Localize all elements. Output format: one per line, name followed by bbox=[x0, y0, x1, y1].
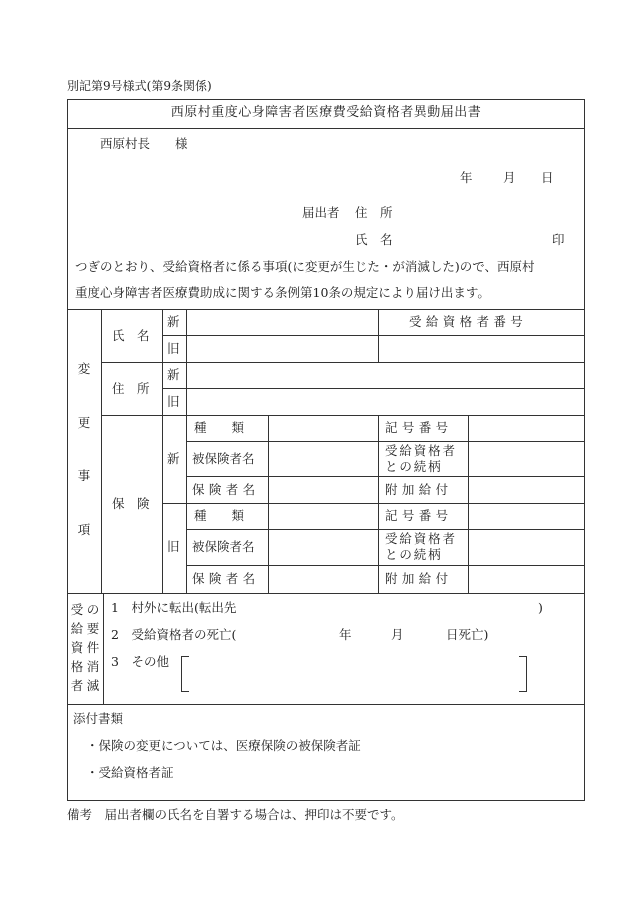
changes-label-divider bbox=[101, 309, 102, 593]
address-insurance-line bbox=[101, 415, 585, 416]
loss-col2-c1: の bbox=[86, 602, 100, 617]
loss-item3: 3 その他 bbox=[111, 654, 169, 669]
loss-item1-close: ) bbox=[538, 600, 543, 615]
ins-new-insurer-label: 保険者名 bbox=[192, 482, 260, 497]
applicant-name-label: 氏 名 bbox=[355, 232, 393, 247]
loss-col2-c5: 滅 bbox=[86, 678, 100, 693]
statement-line1: つぎのとおり、受給資格者に係る事項(に変更が生じた・が消滅した)ので、西原村 bbox=[75, 259, 535, 274]
applicant-label: 届出者 bbox=[302, 205, 340, 220]
ins-new-relation-label1: 受給資格者 bbox=[385, 443, 457, 458]
attachment-item-1: ・保険の変更については、医療保険の被保険者証 bbox=[86, 738, 361, 753]
address-new-marker: 新 bbox=[167, 367, 180, 382]
name-address-line bbox=[101, 362, 585, 363]
loss-col2-c3: 件 bbox=[86, 640, 100, 655]
loss-item2-month: 月 bbox=[391, 627, 404, 642]
ins-old-relation-label2: との続柄 bbox=[385, 547, 443, 562]
changes-label-char3: 事 bbox=[77, 468, 91, 483]
loss-col1-c1: 受 bbox=[70, 602, 84, 617]
ins-new-old-line bbox=[162, 503, 585, 504]
changes-label-char2: 更 bbox=[77, 415, 91, 430]
address-row-line bbox=[162, 388, 585, 389]
insurance-old-marker: 旧 bbox=[167, 539, 180, 554]
ins-row-line3 bbox=[186, 529, 585, 530]
date-year: 年 bbox=[460, 170, 473, 185]
ins-new-type-label: 種 類 bbox=[194, 420, 245, 435]
ins-old-relation-label1: 受給資格者 bbox=[385, 531, 457, 546]
loss-item2-year: 年 bbox=[339, 627, 352, 642]
loss-col1-c4: 格 bbox=[70, 659, 84, 674]
insurance-label: 保 険 bbox=[112, 496, 150, 511]
loss-col1-c3: 資 bbox=[70, 640, 84, 655]
loss-col1-c5: 者 bbox=[70, 678, 84, 693]
attachment-item-2: ・受給資格者証 bbox=[86, 765, 174, 780]
name-label: 氏 名 bbox=[112, 328, 150, 343]
ins-old-symbol-label: 記号番号 bbox=[385, 508, 453, 523]
ins-row-line2 bbox=[186, 476, 585, 477]
changes-label-char1: 変 bbox=[77, 361, 91, 376]
ins-old-type-label: 種 類 bbox=[194, 508, 245, 523]
attachments-heading: 添付書類 bbox=[73, 711, 124, 726]
seal-mark: 印 bbox=[552, 232, 565, 247]
loss-col2-c2: 要 bbox=[86, 621, 100, 636]
ins-new-relation-label2: との続柄 bbox=[385, 459, 443, 474]
addressee: 西原村長 様 bbox=[100, 136, 188, 151]
address-label: 住 所 bbox=[112, 381, 150, 396]
note: 備考 届出者欄の氏名を自署する場合は、押印は不要です。 bbox=[67, 807, 404, 822]
loss-label-divider bbox=[103, 593, 104, 704]
name-row-line bbox=[162, 335, 378, 336]
name-old-marker: 旧 bbox=[167, 341, 180, 356]
date-day: 日 bbox=[541, 170, 554, 185]
form-title: 西原村重度心身障害者医療費受給資格者異動届出書 bbox=[170, 105, 482, 120]
insurance-new-marker: 新 bbox=[167, 451, 180, 466]
changes-bottom-line bbox=[67, 593, 585, 594]
loss-bottom-line bbox=[67, 704, 585, 705]
recipient-number-label: 受給資格者番号 bbox=[409, 314, 528, 329]
ins-new-additional-label: 附加給付 bbox=[385, 482, 453, 497]
ins-row-line4 bbox=[186, 565, 585, 566]
changes-label-char4: 項 bbox=[77, 522, 91, 537]
date-month: 月 bbox=[503, 170, 516, 185]
loss-item2-day: 日死亡) bbox=[446, 627, 489, 642]
ins-old-insurer-label: 保険者名 bbox=[192, 571, 260, 586]
ins-new-symbol-label: 記号番号 bbox=[385, 420, 453, 435]
other-bracket-left bbox=[181, 656, 189, 692]
changes-top-line bbox=[67, 309, 585, 310]
applicant-address-label: 住 所 bbox=[355, 205, 393, 220]
ins-row-line1 bbox=[186, 441, 585, 442]
loss-col2-c4: 消 bbox=[86, 659, 100, 674]
number-row-line bbox=[378, 335, 585, 336]
other-bracket-right bbox=[519, 656, 527, 692]
form-id: 別記第9号様式(第9条関係) bbox=[67, 79, 212, 93]
title-divider bbox=[67, 128, 585, 129]
statement-line2: 重度心身障害者医療費助成に関する条例第10条の規定により届け出ます。 bbox=[75, 285, 490, 300]
category-divider bbox=[162, 309, 163, 593]
ins-new-insured-name-label: 被保険者名 bbox=[192, 451, 255, 466]
ins-old-additional-label: 附加給付 bbox=[385, 571, 453, 586]
loss-item2: 2 受給資格者の死亡( bbox=[111, 627, 237, 642]
loss-item1: 1 村外に転出(転出先 bbox=[111, 600, 237, 615]
loss-col1-c2: 給 bbox=[70, 621, 84, 636]
ins-old-insured-name-label: 被保険者名 bbox=[192, 539, 255, 554]
name-new-marker: 新 bbox=[167, 314, 180, 329]
address-old-marker: 旧 bbox=[167, 394, 180, 409]
